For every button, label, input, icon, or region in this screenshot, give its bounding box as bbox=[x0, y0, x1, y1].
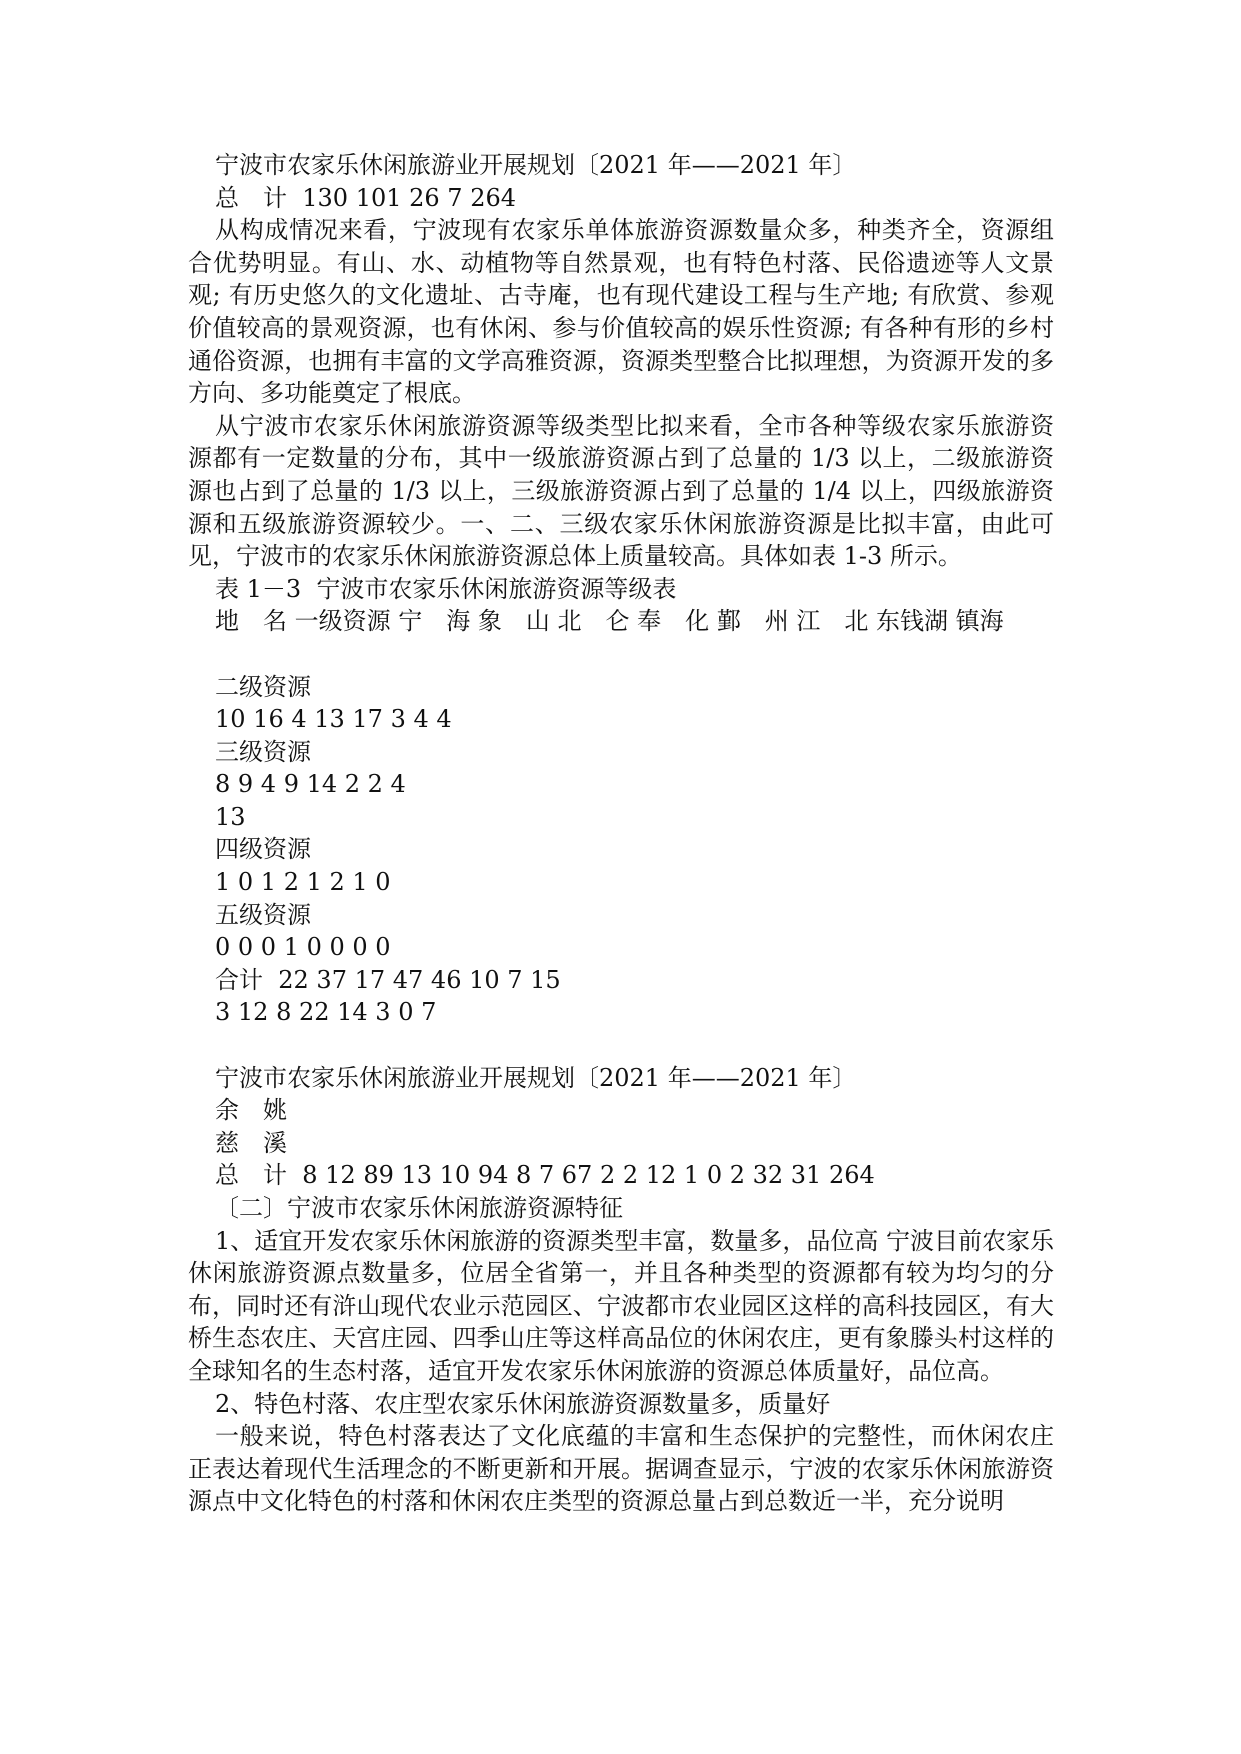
table-caption: 表 1－3 宁波市农家乐休闲旅游资源等级表 bbox=[215, 574, 677, 603]
table-row-label: 五级资源 bbox=[215, 900, 311, 929]
table-header: 地 名 一级资源 宁 海 象 山 北 仑 奉 化 鄞 州 江 北 东钱湖 镇海 bbox=[215, 607, 1004, 636]
running-header: 宁波市农家乐休闲旅游业开展规划〔2021 年——2021 年〕 bbox=[215, 1063, 857, 1092]
place-name: 慈 溪 bbox=[215, 1128, 287, 1157]
subheading: 2、特色村落、农庄型农家乐休闲旅游资源数量多，质量好 bbox=[215, 1389, 831, 1418]
spacer bbox=[188, 1029, 1054, 1062]
spacer bbox=[188, 638, 1054, 671]
total-line: 总 计 8 12 89 13 10 94 8 7 67 2 2 12 1 0 2 32 31 264 bbox=[215, 1161, 875, 1190]
table-row-extra: 13 bbox=[215, 802, 246, 831]
table-row-values: 1 0 1 2 1 2 1 0 bbox=[215, 868, 391, 897]
table-sum-line: 合计 22 37 17 47 46 10 7 15 bbox=[215, 965, 561, 994]
document-page bbox=[188, 149, 1054, 1518]
table-row-values: 0 0 0 1 0 0 0 0 bbox=[215, 933, 391, 962]
place-name: 余 姚 bbox=[215, 1096, 287, 1125]
total-line: 总 计 130 101 26 7 264 bbox=[215, 183, 517, 212]
paragraph: 一般来说，特色村落表达了文化底蕴的丰富和生态保护的完整性，而休闲农庄正表达着现代生活理念的不断更新和开展。据调查显示，宁波的农家乐休闲旅游资源点中文化特色的村落和休闲农庄类型的资源总量占到总数近一半，充分说明 bbox=[188, 1422, 1054, 1516]
table-row-label: 四级资源 bbox=[215, 835, 311, 864]
paragraph: 1、适宜开发农家乐休闲旅游的资源类型丰富，数量多，品位高 宁波目前农家乐休闲旅游资源点数量多，位居全省第一，并且各种类型的资源都有较为均匀的分布，同时还有浒山现代农业示范园区、宁波都市农业园区这样的高科技园区，有大桥生态农庄、天宫庄园、四季山庄等这样高品位的休闲农庄，更有象滕头村这样的全球知名的生态村落，适宜开发农家乐休闲旅游的资源总体质量好，品位高。 bbox=[188, 1226, 1054, 1385]
table-row-values: 10 16 4 13 17 3 4 4 bbox=[215, 705, 452, 734]
paragraph: 从宁波市农家乐休闲旅游资源等级类型比拟来看，全市各种等级农家乐旅游资源都有一定数量的分布，其中一级旅游资源占到了总量的 1/3 以上，二级旅游资源也占到了总量的 1/3 以上，三级旅游资源占到了总量的 1/4 以上，四级旅游资源和五级旅游资源较少。一、二、三级农家乐休闲旅游资源是比拟丰富，由此可见，宁波市的农家乐休闲旅游资源总体上质量较高。具体如表 1-3 所示。 bbox=[188, 411, 1054, 571]
table-sum-line: 3 12 8 22 14 3 0 7 bbox=[215, 998, 437, 1027]
table-row-values: 8 9 4 9 14 2 2 4 bbox=[215, 770, 406, 799]
paragraph: 从构成情况来看，宁波现有农家乐单体旅游资源数量众多，种类齐全，资源组合优势明显。有山、水、动植物等自然景观，也有特色村落、民俗遗迹等人文景观; 有历史悠久的文化遗址、古寺庵，也有现代建设工程与生产地; 有欣赏、参观价值较高的景观资源，也有休闲、参与价值较高的娱乐性资源; 有各种有形的乡村通俗资源，也拥有丰富的文学高雅资源，资源类型整合比拟理想，为资源开发的多方向、多功能奠定了根底。 bbox=[188, 216, 1054, 408]
running-header: 宁波市农家乐休闲旅游业开展规划〔2021 年——2021 年〕 bbox=[215, 151, 857, 179]
table-row-label: 二级资源 bbox=[215, 672, 311, 701]
section-title: 〔二〕宁波市农家乐休闲旅游资源特征 bbox=[215, 1194, 623, 1222]
table-row-label: 三级资源 bbox=[215, 737, 311, 766]
